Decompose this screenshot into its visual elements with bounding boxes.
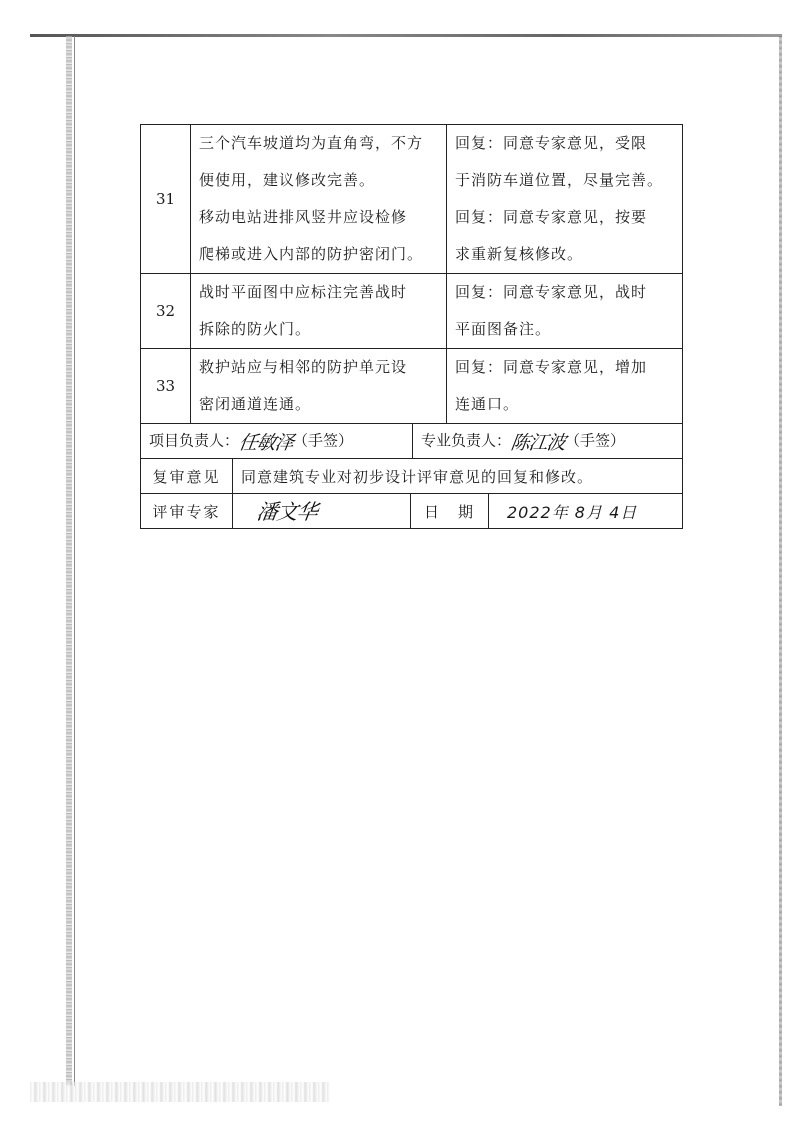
scan-edge-left-line [74, 36, 75, 1086]
reply-cell [447, 274, 683, 349]
recheck-table [140, 458, 683, 494]
reply-line: 连通口。 [455, 395, 520, 413]
signoff-table [140, 423, 683, 459]
issue-line: 密闭通道连通。 [199, 395, 312, 413]
discipline-lead-cell [413, 424, 683, 459]
reply-line: 于消防车道位置，尽量完善。 [455, 171, 664, 189]
reply-line: 回复：同意专家意见，按要 [455, 208, 648, 226]
scan-edge-left [66, 36, 72, 1086]
reply-line: 回复：同意专家意见，增加 [455, 358, 648, 376]
scan-noise-bottom [30, 1082, 330, 1102]
issue-line: 移动电站进排风竖井应设检修 [199, 208, 408, 226]
recheck-label: 复审意见 [141, 459, 233, 494]
date-label: 日 期 [411, 494, 489, 529]
project-lead-label: 项目负责人： [149, 431, 240, 449]
expert-signature-cell [233, 494, 411, 529]
expert-row [141, 494, 683, 529]
discipline-lead-suffix: （手签） [565, 431, 626, 449]
issue-cell [191, 274, 447, 349]
issue-line: 救护站应与相邻的防护单元设 [199, 358, 408, 376]
recheck-row [141, 459, 683, 494]
reply-cell [447, 125, 683, 274]
reply-line: 回复：同意专家意见，战时 [455, 283, 648, 301]
expert-signature: 潘文华 [255, 500, 319, 524]
issue-cell [191, 125, 447, 274]
discipline-lead-signature: 陈江波 [509, 431, 567, 454]
discipline-lead-label: 专业负责人： [421, 431, 512, 449]
reply-line: 平面图备注。 [455, 320, 552, 338]
project-lead-suffix: （手签） [293, 431, 354, 449]
project-lead-signature: 任敏泽 [237, 431, 295, 454]
date-cell [489, 494, 683, 529]
issue-cell [191, 349, 447, 424]
expert-label: 评审专家 [141, 494, 233, 529]
reply-line: 求重新复核修改。 [455, 245, 584, 263]
issue-line: 爬梯或进入内部的防护密闭门。 [199, 245, 424, 263]
issue-line: 拆除的防火门。 [199, 320, 312, 338]
reply-cell [447, 349, 683, 424]
expert-table [140, 493, 683, 529]
review-table [140, 124, 683, 424]
issue-line: 战时平面图中应标注完善战时 [199, 283, 408, 301]
table-row [141, 349, 683, 424]
row-number: 33 [141, 349, 191, 424]
signoff-row [141, 424, 683, 459]
row-number: 31 [141, 125, 191, 274]
project-lead-cell [141, 424, 413, 459]
recheck-text: 同意建筑专业对初步设计评审意见的回复和修改。 [233, 459, 683, 494]
date-value: 2022年 8月 4日 [507, 502, 638, 522]
table-row [141, 274, 683, 349]
scan-edge-right [779, 36, 782, 1106]
issue-line: 便使用，建议修改完善。 [199, 171, 376, 189]
row-number: 32 [141, 274, 191, 349]
scan-edge-top [30, 34, 782, 37]
reply-line: 回复：同意专家意见，受限 [455, 134, 648, 152]
table-row [141, 125, 683, 274]
review-sheet [140, 124, 682, 529]
issue-line: 三个汽车坡道均为直角弯，不方 [199, 134, 424, 152]
